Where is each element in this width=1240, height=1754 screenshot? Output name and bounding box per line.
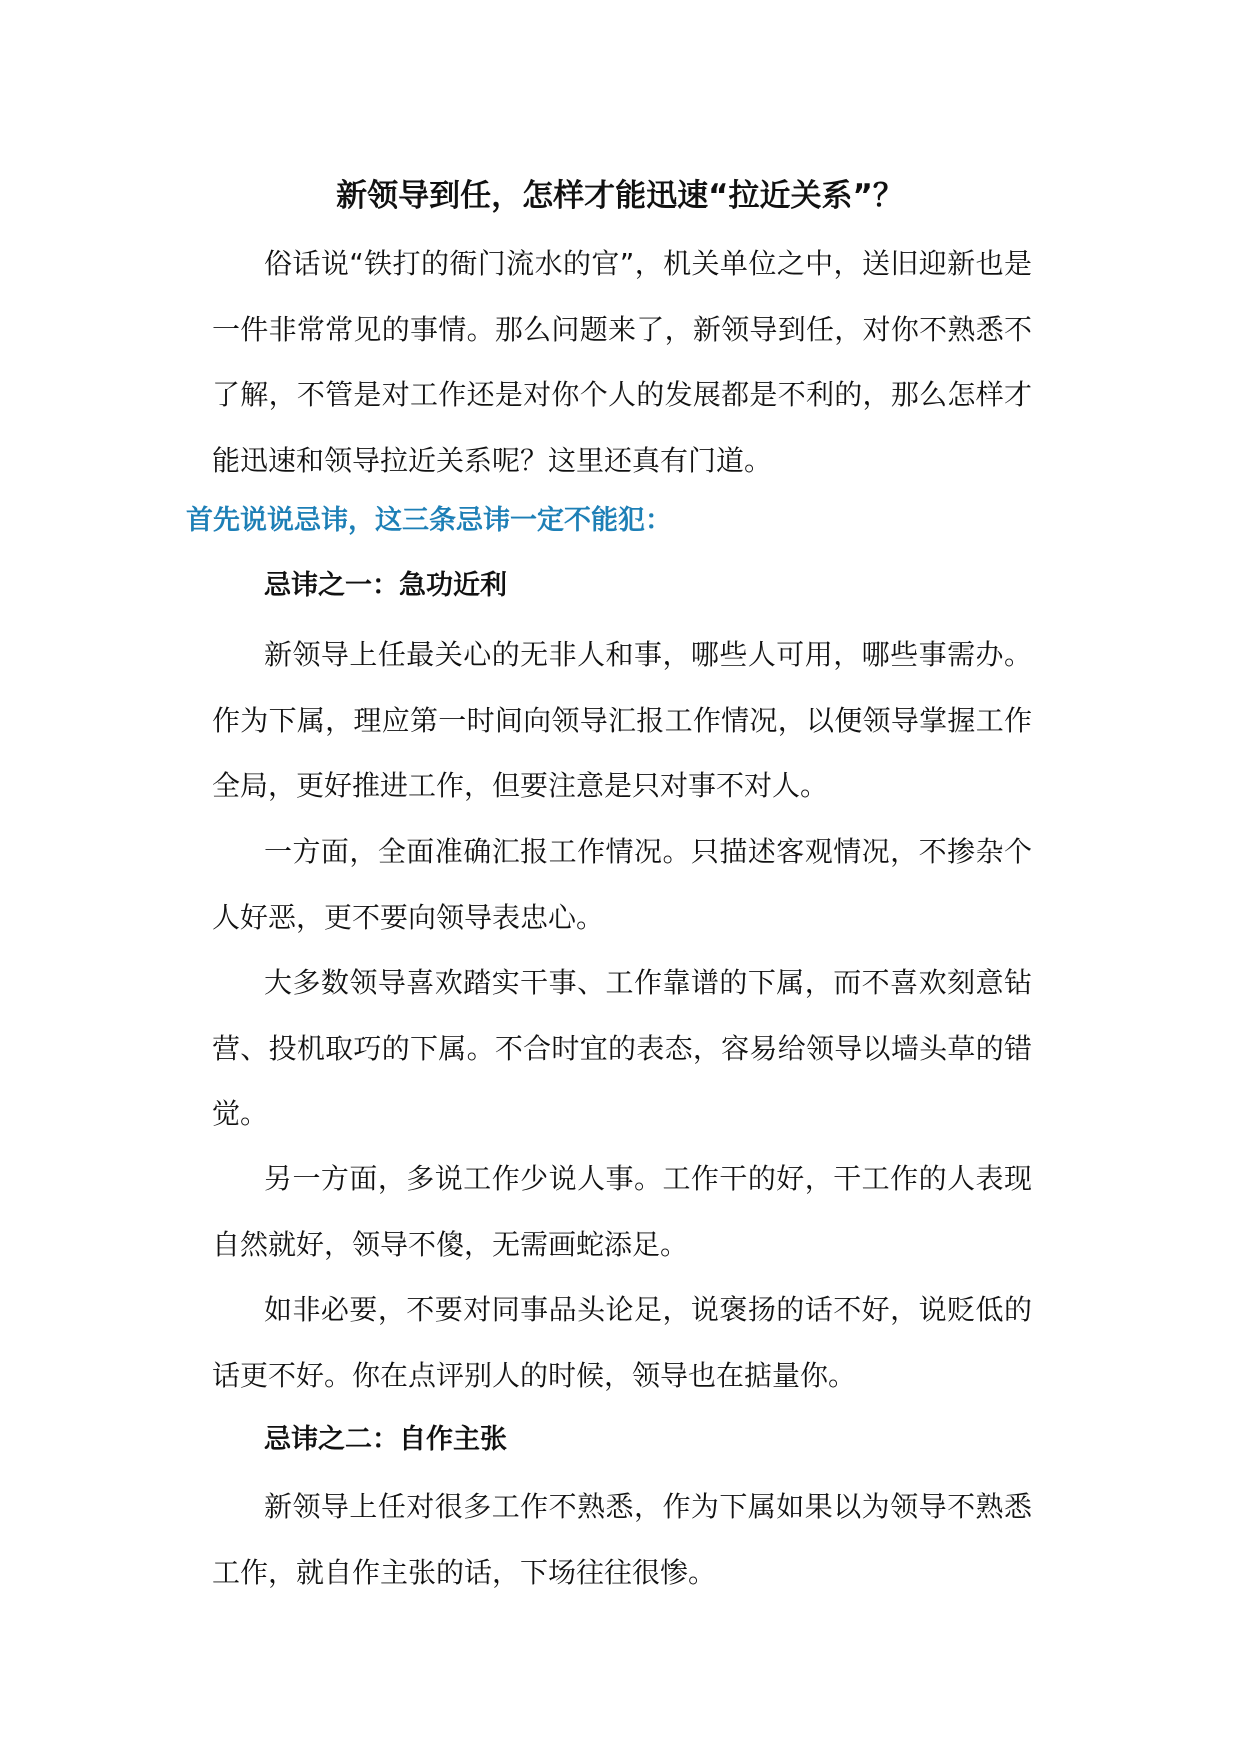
taboo-1-paragraph: 另一方面，多说工作少说人事。工作干的好，干工作的人表现自然就好，领导不傻，无需画蛇添足。 (212, 1162, 1032, 1261)
taboo-2-paragraph: 新领导上任对很多工作不熟悉，作为下属如果以为领导不熟悉工作，就自作主张的话，下场往往很惨。 (212, 1490, 1032, 1589)
taboo-2-heading: 忌讳之二：自作主张 (264, 1424, 507, 1455)
taboo-1-paragraph: 一方面，全面准确汇报工作情况。只描述客观情况，不掺杂个人好恶，更不要向领导表忠心。 (212, 835, 1032, 934)
taboo-1-paragraph: 大多数领导喜欢踏实干事、工作靠谱的下属，而不喜欢刻意钻营、投机取巧的下属。不合时宜的表态，容易给领导以墙头草的错觉。 (212, 966, 1032, 1130)
intro-paragraph: 俗话说“铁打的衙门流水的官”，机关单位之中，送旧迎新也是一件非常常见的事情。那么问题来了，新领导到任，对你不熟悉不了解，不管是对工作还是对你个人的发展都是不利的，那么怎样才能迅速和领导拉近关系呢？这里还真有门道。 (212, 247, 1032, 477)
taboo-1-paragraph: 如非必要，不要对同事品头论足，说褒扬的话不好，说贬低的话更不好。你在点评别人的时候，领导也在掂量你。 (212, 1293, 1032, 1392)
taboo-1-paragraph: 新领导上任最关心的无非人和事，哪些人可用，哪些事需办。作为下属，理应第一时间向领导汇报工作情况，以便领导掌握工作全局，更好推进工作，但要注意是只对事不对人。 (212, 638, 1032, 802)
taboo-1-heading: 忌讳之一：急功近利 (264, 570, 507, 601)
document-title: 新领导到任，怎样才能迅速“拉近关系”？ (336, 178, 904, 214)
section-heading: 首先说说忌讳，这三条忌讳一定不能犯： (186, 505, 672, 536)
